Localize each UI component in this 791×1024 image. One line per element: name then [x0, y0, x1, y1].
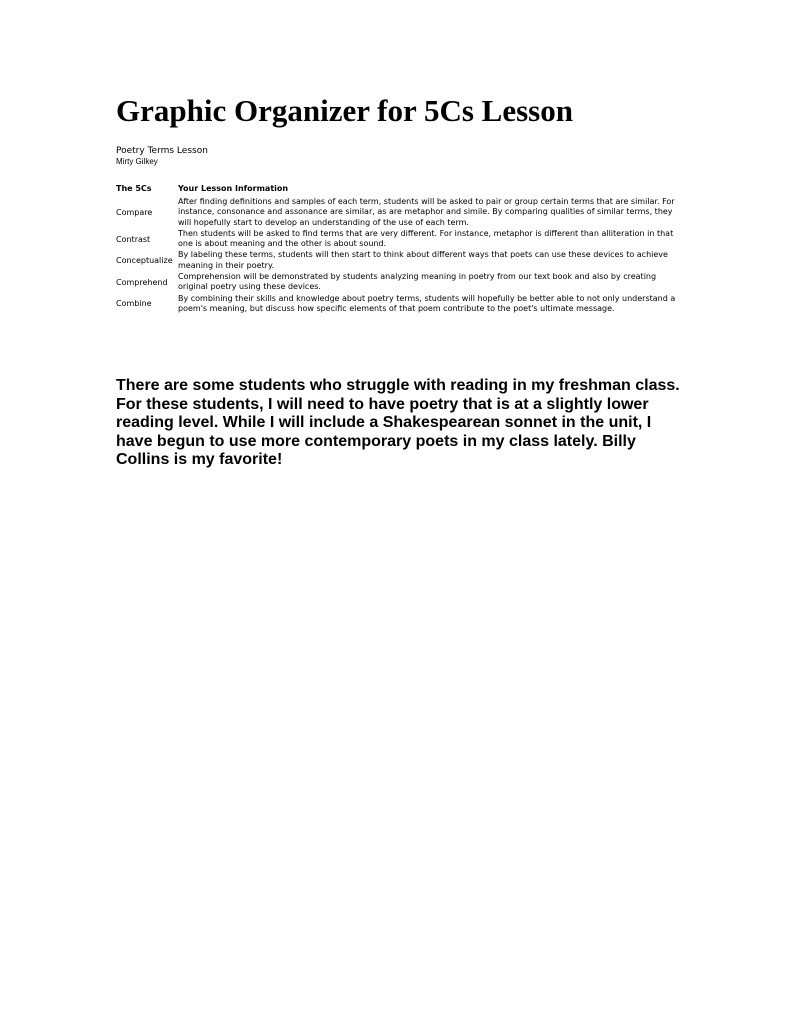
closing-paragraph: There are some students who struggle with reading in my freshman class. For these students, I will need to have poetry that is at a slightly lower reading level. While I will include a Shakespearean sonnet in the unit, I have begun to use more contemporary poets in my class lately. Billy Collins is my favorite!: [116, 377, 680, 468]
table-row-contrast: [116, 229, 686, 251]
header-the-5cs: The 5Cs: [116, 184, 152, 193]
header-lesson-information: Your Lesson Information: [178, 184, 289, 193]
info-cell: By labeling these terms, students will then start to think about different ways that poets can use these devices to achieve meaning in their poetry.: [178, 250, 668, 270]
table-row-compare: [116, 197, 686, 229]
table-row-comprehend: [116, 272, 686, 294]
page-title: Graphic Organizer for 5Cs Lesson: [116, 93, 573, 128]
term-cell: Compare: [116, 207, 153, 217]
five-cs-table: [116, 184, 686, 315]
info-cell: Comprehension will be demonstrated by students analyzing meaning in poetry from our text book and also by creating original poetry using these devices.: [178, 272, 657, 292]
table-row-conceptualize: [116, 250, 686, 272]
lesson-subtitle: Poetry Terms Lesson: [116, 146, 208, 156]
table-row-combine: [116, 294, 686, 316]
info-cell: After finding definitions and samples of each term, students will be asked to pair or group certain terms that are similar. For instance, consonance and assonance are similar, as are metaphor and simile. By comparing qualities of similar terms, they will hopefully start to develop an understanding of the use of each term.: [178, 197, 675, 227]
term-cell: Comprehend: [116, 277, 168, 287]
term-cell: Contrast: [116, 234, 151, 244]
term-cell: Combine: [116, 299, 152, 309]
author-name: Mirty Gilkey: [116, 157, 158, 166]
table-header-row: [116, 184, 686, 197]
term-cell: Conceptualize: [116, 256, 173, 266]
info-cell: Then students will be asked to find terms that are very different. For instance, metaphor is different than alliteration in that one is about meaning and the other is about sound.: [178, 228, 674, 249]
info-cell: By combining their skills and knowledge about poetry terms, students will hopefully be better able to not only understand a poem's meaning, but discuss how specific elements of that poem contribute to the poet's ultimate message.: [178, 293, 676, 313]
